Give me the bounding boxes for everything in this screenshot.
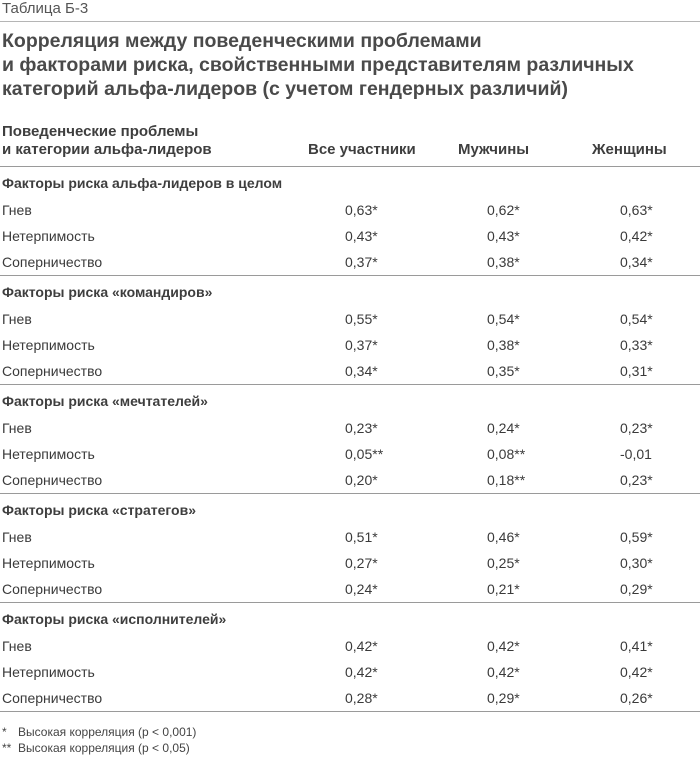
cell-men: 0,29* xyxy=(487,690,520,706)
section-title: Факторы риска «командиров» xyxy=(2,284,213,300)
cell-men: 0,35* xyxy=(487,363,520,379)
cell-men: 0,46* xyxy=(487,529,520,545)
cell-all: 0,24* xyxy=(345,581,378,597)
cell-women: 0,42* xyxy=(620,228,653,244)
section-title: Факторы риска «мечтателей» xyxy=(2,393,208,409)
cell-women: 0,30* xyxy=(620,555,653,571)
row-label: Соперничество xyxy=(2,472,103,488)
bottom-rule xyxy=(0,711,700,712)
cell-men: 0,21* xyxy=(487,581,520,597)
table-row xyxy=(0,690,700,716)
section-rule xyxy=(0,493,700,494)
cell-men: 0,54* xyxy=(487,311,520,327)
section-title: Факторы риска «исполнителей» xyxy=(2,611,227,627)
row-label: Соперничество xyxy=(2,254,103,270)
cell-all: 0,43* xyxy=(345,228,378,244)
title-line: категорий альфа-лидеров (с учетом гендерных различий) xyxy=(2,78,568,100)
cell-men: 0,38* xyxy=(487,337,520,353)
cell-men: 0,18** xyxy=(487,472,526,488)
title-line: Корреляция между поведенческими проблемами xyxy=(2,30,482,52)
cell-all: 0,23* xyxy=(345,420,378,436)
cell-all: 0,42* xyxy=(345,664,378,680)
row-label: Гнев xyxy=(2,202,32,218)
cell-men: 0,62* xyxy=(487,202,520,218)
cell-all: 0,05** xyxy=(345,446,384,462)
top-rule xyxy=(0,21,700,22)
table-row xyxy=(0,664,700,690)
cell-all: 0,20* xyxy=(345,472,378,488)
cell-men: 0,25* xyxy=(487,555,520,571)
row-label: Гнев xyxy=(2,311,32,327)
table-label: Таблица Б-3 xyxy=(2,0,89,17)
cell-women: 0,42* xyxy=(620,664,653,680)
table-row xyxy=(0,472,700,498)
table-row xyxy=(0,311,700,337)
table-header xyxy=(0,123,700,163)
table-row xyxy=(0,446,700,472)
table-row xyxy=(0,555,700,581)
cell-women: 0,23* xyxy=(620,420,653,436)
footnote xyxy=(2,741,190,755)
footnote-text: Высокая корреляция (p < 0,05) xyxy=(18,741,190,755)
section-title: Факторы риска «стратегов» xyxy=(2,502,196,518)
cell-all: 0,28* xyxy=(345,690,378,706)
cell-women: 0,34* xyxy=(620,254,653,270)
cell-women: 0,29* xyxy=(620,581,653,597)
table-row xyxy=(0,363,700,389)
row-label: Нетерпимость xyxy=(2,228,95,244)
section-rule xyxy=(0,602,700,603)
row-label: Соперничество xyxy=(2,363,103,379)
table-row xyxy=(0,638,700,664)
row-label: Гнев xyxy=(2,529,32,545)
section-title: Факторы риска альфа-лидеров в целом xyxy=(2,175,283,191)
table-row xyxy=(0,337,700,363)
cell-women: 0,59* xyxy=(620,529,653,545)
table-row xyxy=(0,254,700,280)
header-category-line2: и категории альфа-лидеров xyxy=(2,141,212,158)
footnote-marker: * xyxy=(2,725,7,739)
table-row xyxy=(0,420,700,446)
cell-men: 0,42* xyxy=(487,638,520,654)
cell-women: 0,26* xyxy=(620,690,653,706)
row-label: Нетерпимость xyxy=(2,664,95,680)
cell-women: 0,41* xyxy=(620,638,653,654)
cell-women: 0,54* xyxy=(620,311,653,327)
cell-all: 0,55* xyxy=(345,311,378,327)
cell-all: 0,37* xyxy=(345,254,378,270)
table-row xyxy=(0,581,700,607)
row-label: Нетерпимость xyxy=(2,446,95,462)
section-rule xyxy=(0,166,700,167)
title-line: и факторами риска, свойственными представителям различных xyxy=(2,54,634,76)
footnote-marker: ** xyxy=(2,741,12,755)
cell-all: 0,42* xyxy=(345,638,378,654)
header-category-line1: Поведенческие проблемы xyxy=(2,123,199,140)
cell-women: 0,33* xyxy=(620,337,653,353)
cell-all: 0,63* xyxy=(345,202,378,218)
header-category xyxy=(2,123,212,159)
table-row xyxy=(0,529,700,555)
cell-women: 0,31* xyxy=(620,363,653,379)
header-women: Женщины xyxy=(592,141,667,158)
row-label: Соперничество xyxy=(2,690,103,706)
cell-all: 0,34* xyxy=(345,363,378,379)
header-all-participants: Все участники xyxy=(308,141,416,158)
cell-all: 0,27* xyxy=(345,555,378,571)
row-label: Соперничество xyxy=(2,581,103,597)
cell-men: 0,43* xyxy=(487,228,520,244)
table-title xyxy=(2,29,692,101)
section-rule xyxy=(0,384,700,385)
cell-men: 0,42* xyxy=(487,664,520,680)
cell-women: 0,63* xyxy=(620,202,653,218)
cell-all: 0,37* xyxy=(345,337,378,353)
table-row xyxy=(0,228,700,254)
cell-men: 0,24* xyxy=(487,420,520,436)
row-label: Нетерпимость xyxy=(2,337,95,353)
row-label: Гнев xyxy=(2,638,32,654)
cell-women: 0,23* xyxy=(620,472,653,488)
row-label: Гнев xyxy=(2,420,32,436)
cell-men: 0,08** xyxy=(487,446,526,462)
row-label: Нетерпимость xyxy=(2,555,95,571)
header-men: Мужчины xyxy=(458,141,530,158)
table-row xyxy=(0,202,700,228)
footnote-text: Высокая корреляция (p < 0,001) xyxy=(18,725,197,739)
cell-all: 0,51* xyxy=(345,529,378,545)
cell-women: -0,01 xyxy=(620,446,652,462)
footnote xyxy=(2,725,196,739)
cell-men: 0,38* xyxy=(487,254,520,270)
section-rule xyxy=(0,275,700,276)
